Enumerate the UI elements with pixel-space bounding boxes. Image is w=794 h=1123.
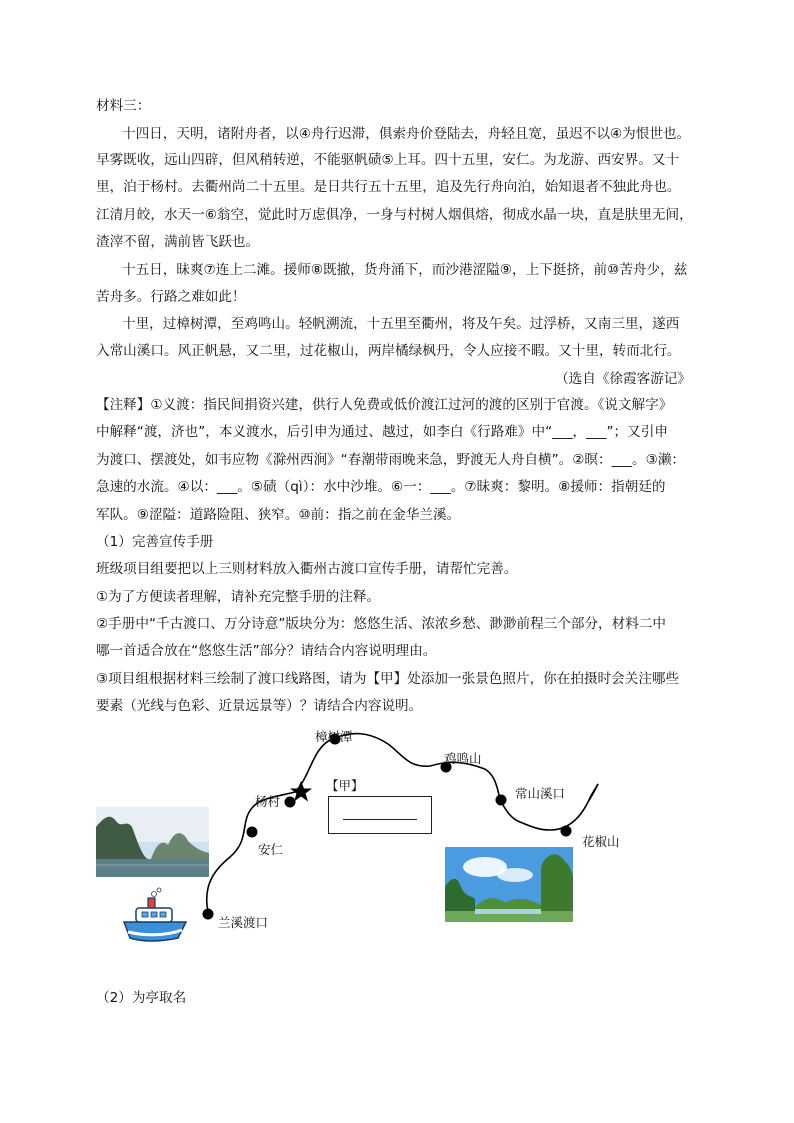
- river-photo-left: [96, 807, 209, 877]
- task2-title: （2）为亭取名: [96, 990, 187, 1006]
- notes-line: 中解释“渡，济也”，本义渡水，后引申为通过、越过，如李白《行路难》中“___，___”；又引申: [96, 424, 668, 440]
- jia-photo-placeholder: [328, 796, 432, 834]
- label-huajiaoshan: 花椒山: [582, 834, 620, 849]
- task1-question-2: 哪一首适合放在“悠悠生活”部分？请结合内容说明理由。: [96, 643, 437, 659]
- label-changshanxikou: 常山溪口: [515, 786, 566, 801]
- stop-marker-huajiaoshan: [561, 826, 572, 837]
- task1-question-2: ②手册中“千古渡口、万分诗意”版块分为：悠悠生活、浓浓乡愁、渺渺前程三个部分，材料二中: [96, 616, 667, 632]
- label-yangcun: 杨村: [255, 794, 281, 809]
- ship-icon: [124, 888, 186, 941]
- passage-line: 十四日，天明，诸附舟者，以④舟行迟滞，俱索舟价登陆去，舟轻且宽，虽迟不以④为恨世也。: [122, 126, 691, 142]
- passage-line: 十五日，昧爽⑦连上二滩。援师⑧既撤，货舟涌下，而沙港涩隘⑨，上下挺挤，前⑩苦舟少，兹: [122, 262, 688, 278]
- notes-line: 为渡口、摆渡处，如韦应物《滁州西涧》“春潮带雨晚来急，野渡无人舟自横”。②暝：___。③濑：: [96, 452, 686, 468]
- task1-question-3: 要素（光线与色彩、近景远景等）？请结合内容说明。: [96, 698, 423, 714]
- stop-marker-changshanxikou: [496, 795, 507, 806]
- notes-line: 军队。⑨涩隘：道路险阻、狭窄。⑩前：指之前在金华兰溪。: [96, 507, 461, 523]
- label-lanxi: 兰溪渡口: [218, 915, 269, 930]
- passage-line: 十里，过樟树潭，至鸡鸣山。轻帆溯流，十五里至衢州，将及午矣。过浮桥，又南三里，遂西: [122, 316, 680, 332]
- passage-line: 江清月皎，水天一⑥翁空，觉此时万虑俱净，一身与村树人烟俱熔，彻成水晶一块，直是肤里无间，: [96, 207, 693, 223]
- label-anren: 安仁: [258, 842, 284, 857]
- task1-title: （1）完善宣传手册: [96, 534, 214, 550]
- task1-intro: 班级项目组要把以上三则材料放入衢州古渡口宣传手册，请帮忙完善。: [96, 561, 518, 577]
- passage-line: 早雾既收，远山四辟，但风稍转逆，不能驱帆碛⑤上耳。四十五里，安仁。为龙游、西安界。又十: [96, 152, 680, 168]
- route-map: [90, 722, 650, 972]
- source-citation: （选自《徐霞客游记》: [555, 371, 691, 387]
- stop-marker-anren: [247, 827, 258, 838]
- label-jimingshan: 鸡鸣山: [444, 751, 482, 766]
- passage-line: 入常山溪口。风正帆悬，又二里，过花椒山，两岸橘绿枫丹，令人应接不暇。又十里，转而北行。: [96, 343, 681, 359]
- stop-marker-lanxi: [203, 909, 214, 920]
- label-zhangshutan: 樟树潭: [315, 729, 353, 744]
- task1-question-1: ①为了方便读者理解，请补充完整手册的注释。: [96, 589, 381, 605]
- stop-marker-yangcun: [285, 797, 296, 808]
- passage-line: 里，泊于杨村。去衢州尚二十五里。是日共行五十五里，追及先行舟向泊，始知退者不独此舟也。: [96, 179, 681, 195]
- jia-label: 【甲】: [326, 778, 364, 793]
- task1-question-3: ③项目组根据材料三绘制了渡口线路图，请为【甲】处添加一张景色照片，你在拍摄时会关注哪些: [96, 671, 680, 687]
- section-title: 材料三：: [96, 98, 151, 114]
- passage-line: 渣滓不留，满前皆飞跃也。: [96, 234, 260, 250]
- notes-line: 急速的水流。④以：___。⑤碛（qì）：水中沙堆。⑥一：___。⑦昧爽：黎明。⑧援师：指朝廷的: [96, 479, 666, 495]
- route-line: [90, 722, 650, 972]
- river-photo-right: [445, 847, 573, 922]
- passage-line: 苦舟多。行路之难如此！: [96, 289, 246, 305]
- notes-line: 【注释】①义渡：指民间捐资兴建，供行人免费或低价渡江过河的渡的区别于官渡。《说文解字》: [96, 397, 673, 413]
- answer-blank-line: [343, 819, 417, 820]
